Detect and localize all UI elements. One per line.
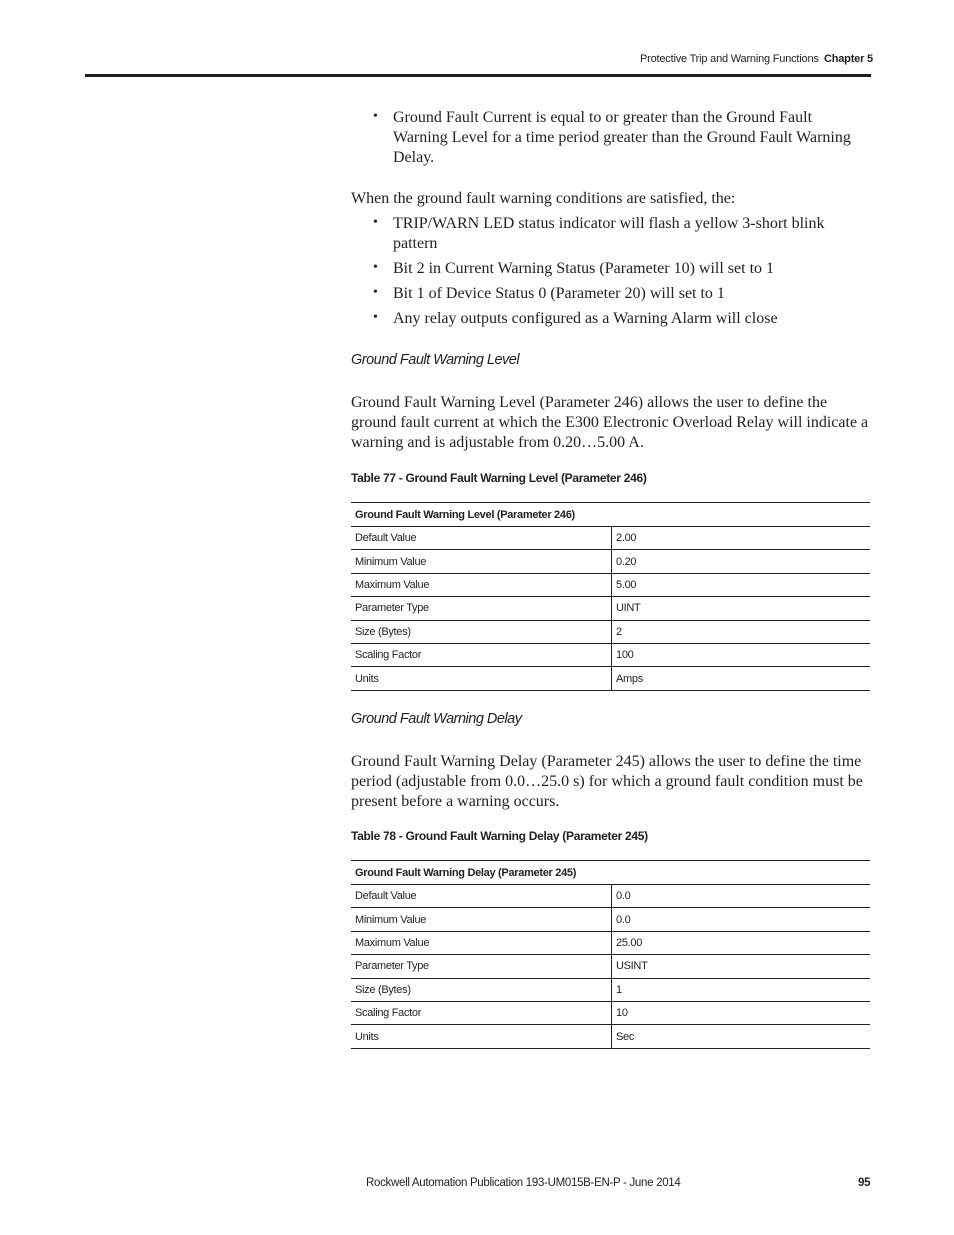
row-label: Minimum Value <box>351 550 612 573</box>
table-row <box>351 931 870 954</box>
table-row <box>351 908 870 931</box>
condition-bullet-relay: Any relay outputs configured as a Warning Alarm will close <box>393 310 778 327</box>
row-value: 0.0 <box>612 885 871 908</box>
delay-table-title: Ground Fault Warning Delay (Parameter 245) <box>351 861 870 885</box>
condition-bullet-led: TRIP/WARN LED status indicator will flash a yellow 3-short blink <box>393 215 825 232</box>
row-label: Scaling Factor <box>351 1001 612 1024</box>
row-label: Scaling Factor <box>351 643 612 666</box>
level-parameter-table <box>351 502 870 691</box>
row-value: 0.0 <box>612 908 871 931</box>
condition-bullet-bit2: Bit 2 in Current Warning Status (Parameter 10) will set to 1 <box>393 260 775 277</box>
table-row <box>351 667 870 690</box>
row-label: Units <box>351 667 612 690</box>
row-label: Units <box>351 1025 612 1048</box>
bullet-icon: • <box>373 260 378 275</box>
delay-parameter-table <box>351 860 870 1049</box>
footer-page-number: 95 <box>858 1177 871 1189</box>
delay-table-caption: Table 78 - Ground Fault Warning Delay (Parameter 245) <box>351 829 648 843</box>
row-value: UINT <box>612 597 871 620</box>
row-value: 1 <box>612 978 871 1001</box>
condition-bullet-bit1: Bit 1 of Device Status 0 (Parameter 20) will set to 1 <box>393 285 725 302</box>
intro-bullet-line-3: Delay. <box>393 149 435 166</box>
row-label: Default Value <box>351 885 612 908</box>
table-row <box>351 978 870 1001</box>
table-row <box>351 573 870 596</box>
row-label: Maximum Value <box>351 573 612 596</box>
row-label: Parameter Type <box>351 597 612 620</box>
table-row <box>351 1025 870 1048</box>
table-row <box>351 597 870 620</box>
running-header-chapter: Chapter 5 <box>824 53 873 65</box>
bullet-icon: • <box>373 109 378 124</box>
row-label: Maximum Value <box>351 931 612 954</box>
table-row <box>351 550 870 573</box>
row-value: 100 <box>612 643 871 666</box>
table-row <box>351 1001 870 1024</box>
table-row <box>351 643 870 666</box>
row-label: Minimum Value <box>351 908 612 931</box>
table-row <box>351 955 870 978</box>
table-row <box>351 885 870 908</box>
row-label: Size (Bytes) <box>351 620 612 643</box>
conditions-intro: When the ground fault warning conditions are satisfied, the: <box>351 190 736 207</box>
row-value: 25.00 <box>612 931 871 954</box>
intro-bullet-line-2: Warning Level for a time period greater than the Ground Fault Warning <box>393 129 851 146</box>
bullet-icon: • <box>373 285 378 300</box>
delay-heading: Ground Fault Warning Delay <box>351 711 522 727</box>
delay-para-line-1: Ground Fault Warning Delay (Parameter 245) allows the user to define the time <box>351 753 862 770</box>
level-para-line-3: warning and is adjustable from 0.20…5.00 A. <box>351 434 644 451</box>
row-value: 10 <box>612 1001 871 1024</box>
row-value: 0.20 <box>612 550 871 573</box>
table-row <box>351 620 870 643</box>
level-table-caption: Table 77 - Ground Fault Warning Level (Parameter 246) <box>351 471 647 485</box>
row-value: Amps <box>612 667 871 690</box>
level-para-line-2: ground fault current at which the E300 Electronic Overload Relay will indicate a <box>351 414 869 431</box>
table-row <box>351 527 870 550</box>
delay-para-line-2: period (adjustable from 0.0…25.0 s) for which a ground fault condition must be <box>351 773 863 790</box>
row-value: 2 <box>612 620 871 643</box>
row-value: USINT <box>612 955 871 978</box>
header-rule <box>85 74 871 77</box>
level-table-title: Ground Fault Warning Level (Parameter 246) <box>351 503 870 527</box>
condition-bullet-led-cont: pattern <box>393 235 438 252</box>
bullet-icon: • <box>373 215 378 230</box>
row-value: Sec <box>612 1025 871 1048</box>
footer-publication: Rockwell Automation Publication 193-UM015B-EN-P - June 2014 <box>366 1177 681 1189</box>
bullet-icon: • <box>373 310 378 325</box>
row-label: Default Value <box>351 527 612 550</box>
delay-para-line-3: present before a warning occurs. <box>351 793 560 810</box>
row-value: 2.00 <box>612 527 871 550</box>
level-heading: Ground Fault Warning Level <box>351 352 520 368</box>
row-value: 5.00 <box>612 573 871 596</box>
running-header-section: Protective Trip and Warning Functions <box>640 53 819 65</box>
level-para-line-1: Ground Fault Warning Level (Parameter 246) allows the user to define the <box>351 394 828 411</box>
row-label: Parameter Type <box>351 955 612 978</box>
row-label: Size (Bytes) <box>351 978 612 1001</box>
intro-bullet-line-1: Ground Fault Current is equal to or greater than the Ground Fault <box>393 109 813 126</box>
